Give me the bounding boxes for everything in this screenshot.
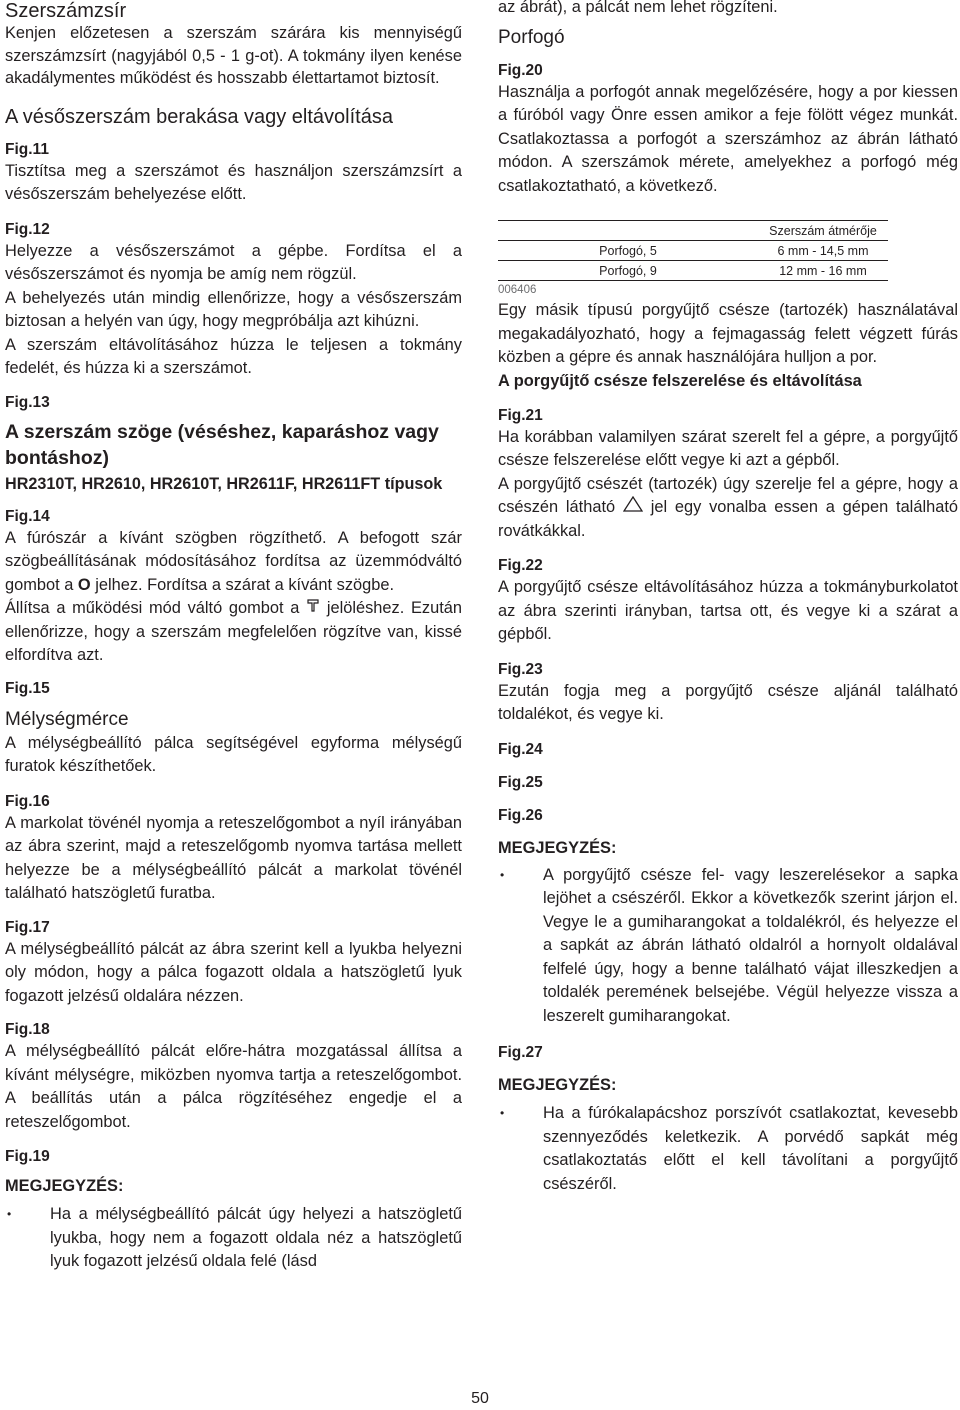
fig14-text-b: jelhez. Fordítsa a szárat a kívánt szögbe.: [95, 575, 395, 594]
paragraph-fig18: A mélységbeállító pálcát előre-hátra mozgatással állítsa a kívánt mélységre, miközben nyomva tartja a reteszelőgombot. A beállítás után a pálca rögzítéséhez engedje el a reteszelőgombot.: [5, 1042, 462, 1131]
paragraph-fig14-a: [5, 527, 462, 598]
list-item: • Ha a fúrókalapácshoz porszívót csatlakoztat, kevesebb szennyeződés keletkezik. A porvédő sapkát még csatlakoztatás előtt el kell távolítani a porgyűjtő csészéről.: [498, 1102, 958, 1196]
note-list-26: [498, 864, 958, 1029]
paragraph-fig14-c: [5, 597, 462, 668]
left-column: [5, 0, 462, 1274]
table-row: [498, 261, 888, 281]
table-row: [498, 241, 888, 261]
list-item: • Ha a mélységbeállító pálcát úgy helyezi a hatszögletű lyukba, hogy nem a fogazott oldala néz a hatszögletű lyuk fogazott jelzésű oldala felé (lásd: [5, 1203, 462, 1274]
paragraph-fig20: Használja a porfogót annak megelőzésére, hogy a por kiessen a fúróból vagy Önre essen amikor a feje fölött végez munkát. Csatlakoztassa a porfogót a szerszámhoz az ábrán látható módon. A szerszámok mérete, amelyekhez a porfogó még csatlakoztatható, a következő.: [498, 82, 958, 195]
paragraph-fig21-b: [498, 473, 958, 544]
table-cell-value: 6 mm - 14,5 mm: [758, 241, 888, 261]
fig-12-label: Fig.12: [5, 220, 50, 238]
right-column: [498, 0, 958, 1196]
hammer-mode-icon: [306, 597, 320, 621]
triangle-mark-icon: [623, 496, 643, 520]
note-heading-26: MEGJEGYZÉS:: [498, 838, 617, 857]
note-heading-19: MEGJEGYZÉS:: [5, 1177, 124, 1195]
paragraph-continued: az ábrát), a pálcát nem lehet rögzíteni.: [498, 0, 778, 16]
table-code: 006406: [498, 284, 537, 296]
fig-19-label: Fig.19: [5, 1148, 50, 1165]
fig-21-label: Fig.21: [498, 406, 543, 424]
note-list-27: [498, 1102, 958, 1196]
list-item: • A porgyűjtő csésze fel- vagy leszerelésekor a sapka lejöhet a csészéről. Ekkor a következők szerint járjon el. Vegye le a gumiharangokat a toldalékról, és helyezze el a sapkát az ábrán látható oldalról a hornyolt oldalával felfelé úgy, hogy a benne található vájat illeszkedjen a toldalék peremének belsejébe. Végül helyezze vissza a leszerelt gumiharangokat.: [498, 864, 958, 1029]
paragraph-fig12-a: Helyezze a vésőszerszámot a gépbe. Fordítsa el a vésőszerszámot és nyomja be amíg nem rögzül.: [5, 241, 462, 283]
paragraph-fig21-a: Ha korábban valamilyen szárat szerelt fel a gépre, a porgyűjtő csésze felszerelése előtt vegye ki azt a gépből.: [498, 427, 958, 469]
heading-depth-gauge: Mélységmérce: [5, 708, 129, 730]
heading-tool-angle: A szerszám szöge (véséshez, kaparáshoz vagy bontáshoz): [5, 420, 439, 469]
heading-dust-extractor: Porfogó: [498, 26, 565, 48]
fig-17-label: Fig.17: [5, 918, 50, 936]
fig-26-label: Fig.26: [498, 806, 543, 824]
fig-20-label: Fig.20: [498, 61, 543, 79]
table-header: Szerszám átmérője: [758, 221, 888, 241]
paragraph-fig17: A mélységbeállító pálcát az ábra szerint kell a lyukba helyezni oly módon, hogy a pálca fogazott oldala a hatszögletű lyuk fogazott jelzésű oldalára nézzen.: [5, 939, 462, 1005]
paragraph-fig22: A porgyűjtő csésze eltávolításához húzza a tokmányburkolatot az ábra szerinti irányban, tartsa ott, és vegye ki a szárat a gépből.: [498, 578, 958, 643]
paragraph-fig12-b: A behelyezés után mindig ellenőrizze, hogy a vésőszerszám biztosan a helyén van úgy, hogy megpróbálja azt kihúzni.: [5, 288, 462, 330]
fig-16-label: Fig.16: [5, 792, 50, 810]
table-cell-name: Porfogó, 5: [498, 241, 758, 261]
page-number: 50: [471, 1390, 489, 1407]
fig-15-label: Fig.15: [5, 679, 50, 697]
table-cell-name: Porfogó, 9: [498, 261, 758, 281]
paragraph-grease: Kenjen előzetesen a szerszám szárára kis mennyiségű szerszámzsírt (nagyjából 0,5 - 1 g-ot). A tokmány ilyen kenése akadálymentes működést és hosszabb élettartamot biztosít.: [5, 24, 462, 87]
fig14-text-a: A fúrószár a kívánt szögben rögzíthető. A befogott szár szögbeállításának módosításához fordítsa az üzemmódváltó gombot a: [5, 528, 462, 594]
fig-11-label: Fig.11: [5, 140, 49, 158]
fig-24-label: Fig.24: [498, 740, 543, 758]
spec-table: [498, 220, 888, 281]
paragraph-fig12-c: A szerszám eltávolításához húzza le teljesen a tokmány fedelét, és húzza ki a szerszámot.: [5, 335, 462, 377]
fig-27-label: Fig.27: [498, 1044, 543, 1061]
paragraph-dust-cup: Egy másik típusú porgyűjtő csésze (tartozék) használatával megakadályozható, hogy a fejmagasság felett végzett fúrás közben a gépre és annak használójára hulljon a por.: [498, 301, 958, 366]
heading-dust-cup: A porgyűjtő csésze felszerelése és eltávolítása: [498, 371, 862, 390]
note-heading-27: MEGJEGYZÉS:: [498, 1076, 617, 1094]
table-header-row: [498, 221, 888, 241]
fig-23-label: Fig.23: [498, 660, 543, 678]
fig-14-label: Fig.14: [5, 507, 50, 525]
table-cell-value: 12 mm - 16 mm: [758, 261, 888, 281]
fig21-text-b2: jel egy vonalba essen a gépen található rovátkákkal.: [498, 498, 958, 540]
fig21-text-b1: A porgyűjtő csészét (tartozék) úgy szerelje fel a gépre, hogy a csészén látható: [498, 474, 958, 516]
fig14-text-c: Állítsa a működési mód váltó gombot a: [5, 599, 300, 617]
note-list-19: [5, 1203, 462, 1274]
fig-22-label: Fig.22: [498, 557, 543, 574]
o-symbol: O: [77, 575, 91, 594]
model-list: HR2310T, HR2610, HR2610T, HR2611F, HR2611FT típusok: [5, 474, 443, 493]
fig-18-label: Fig.18: [5, 1021, 50, 1038]
paragraph-fig23: Ezután fogja meg a porgyűjtő csésze aljánál található toldalékot, és vegye ki.: [498, 681, 958, 723]
fig-25-label: Fig.25: [498, 773, 543, 791]
paragraph-fig16: A markolat tövénél nyomja a reteszelőgombot a nyíl irányában az ábra szerint, majd a reteszelőgomb nyomva tartása mellett helyezze be a mélységbeállító pálcát a markolat tövénél található hatszögletű furatba.: [5, 813, 462, 902]
heading-install-remove: A vésőszerszám berakása vagy eltávolítása: [5, 105, 393, 128]
paragraph-depth: A mélységbeállító pálca segítségével egyforma mélységű furatok készíthetőek.: [5, 733, 462, 775]
fig-13-label: Fig.13: [5, 393, 50, 411]
paragraph-fig11: Tisztítsa meg a szerszámot és használjon szerszámzsírt a vésőszerszám behelyezése előtt.: [5, 161, 462, 203]
heading-tool-grease: Szerszámzsír: [5, 0, 127, 22]
fig14-text-d: jelöléshez. Ezután ellenőrizze, hogy a szerszám megfelelően rögzítve van, kissé elfordítva azt.: [5, 599, 462, 664]
